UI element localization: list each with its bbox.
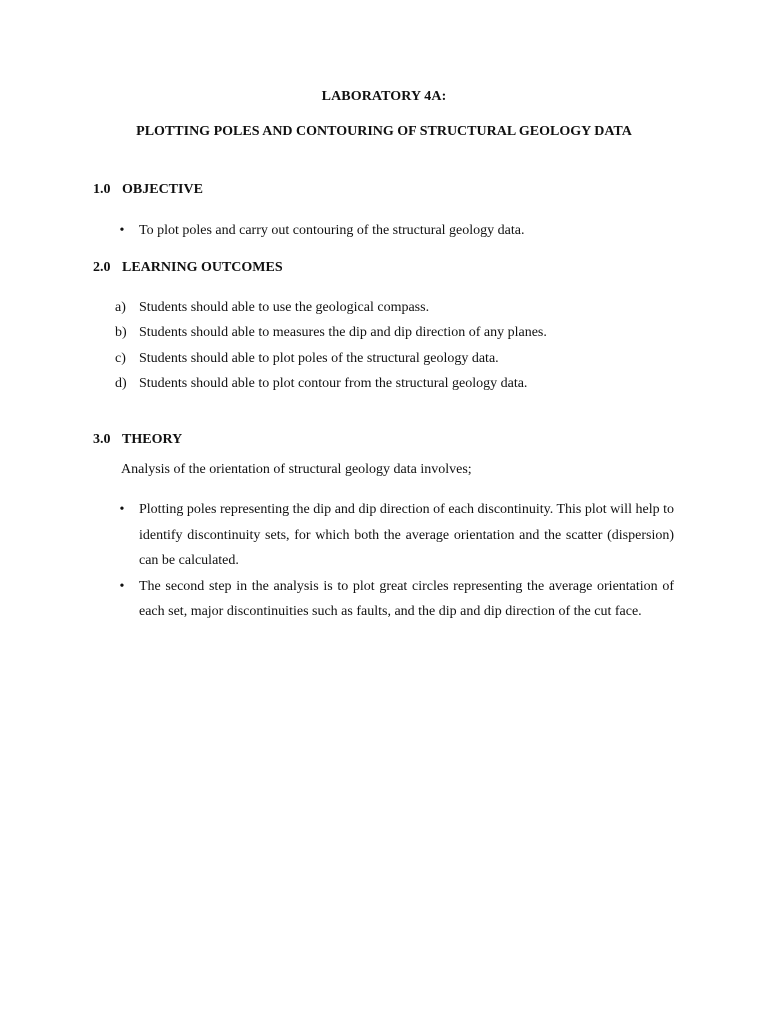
learning-outcome-item	[0, 346, 547, 371]
objective-section-title: OBJECTIVE	[122, 182, 203, 197]
list-marker: c)	[115, 350, 126, 366]
learning-outcome-text: Students should able to plot contour from the structural geology data.	[139, 375, 528, 391]
bullet-icon: •	[119, 502, 125, 517]
lab-topic-title: PLOTTING POLES AND CONTOURING OF STRUCTURAL GEOLOGY DATA	[136, 124, 632, 139]
learning-outcome-text: Students should able to plot poles of the structural geology data.	[139, 350, 499, 366]
learning-outcome-item	[0, 295, 547, 320]
list-marker: d)	[115, 375, 127, 391]
learning-outcomes-section-title: LEARNING OUTCOMES	[122, 260, 283, 275]
learning-outcomes-heading	[93, 259, 283, 277]
theory-item	[0, 574, 674, 625]
theory-list	[0, 497, 674, 625]
objective-section-number: 1.0	[93, 182, 111, 197]
theory-item-text: The second step in the analysis is to plot great circles representing the average orientation of each set, major discontinuities such as faults, and the dip and dip direction of the cut face.	[139, 578, 674, 619]
learning-outcome-text: Students should able to use the geological compass.	[139, 300, 430, 315]
theory-item-text: Plotting poles representing the dip and dip direction of each discontinuity. This plot will help to identify discontinuity sets, for which both the average orientation and the scatter (dispersion) can be calculated.	[139, 502, 674, 568]
lab-number-title: LABORATORY 4A:	[321, 89, 447, 104]
learning-outcomes-section-number: 2.0	[93, 260, 111, 275]
list-marker: a)	[115, 300, 126, 315]
bullet-icon: •	[119, 223, 125, 238]
learning-outcomes-list	[0, 295, 547, 396]
theory-section-title: THEORY	[122, 432, 183, 447]
theory-heading	[93, 431, 182, 449]
learning-outcome-text: Students should able to measures the dip and dip direction of any planes.	[139, 325, 547, 341]
objective-heading	[93, 181, 203, 199]
objective-item-text: To plot poles and carry out contouring of the structural geology data.	[139, 223, 525, 238]
list-marker: b)	[115, 325, 127, 341]
theory-item	[0, 497, 674, 574]
theory-section-number: 3.0	[93, 432, 111, 447]
bullet-icon: •	[119, 578, 125, 594]
objective-item	[0, 218, 524, 244]
learning-outcome-item	[0, 371, 547, 396]
theory-intro-text: Analysis of the orientation of structural geology data involves;	[121, 462, 472, 477]
learning-outcome-item	[0, 320, 547, 345]
objective-list	[0, 218, 524, 244]
document-title	[0, 88, 768, 141]
